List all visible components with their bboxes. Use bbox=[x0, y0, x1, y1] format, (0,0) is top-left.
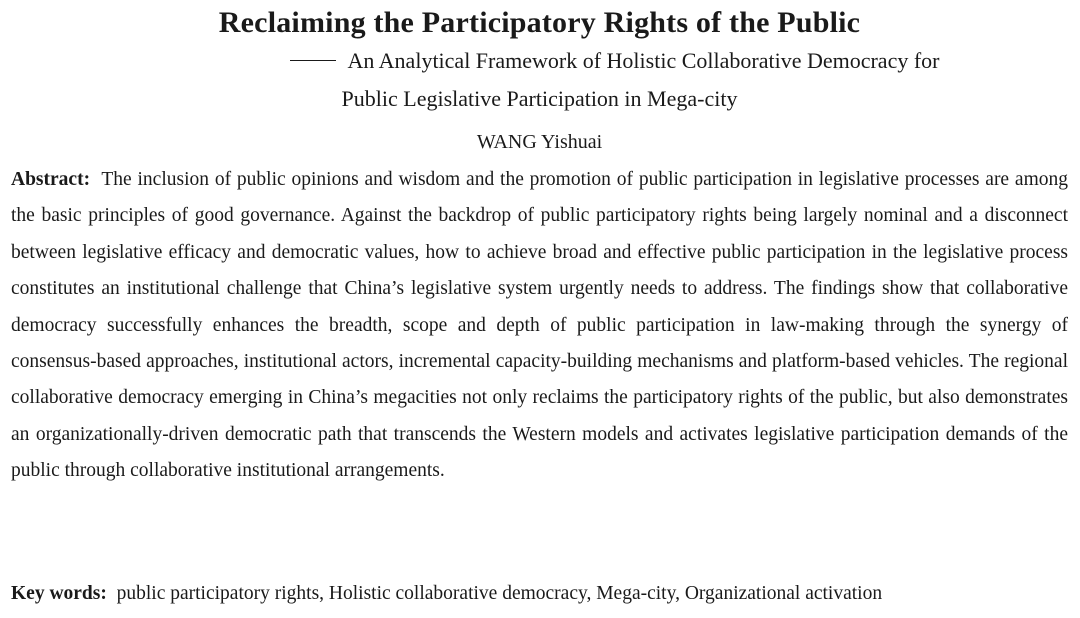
keywords-label: Key words: bbox=[11, 583, 107, 604]
paper-title: Reclaiming the Participatory Rights of the Public bbox=[218, 6, 861, 39]
subtitle-line-2: Public Legislative Participation in Mega-city bbox=[341, 86, 738, 111]
author-name: WANG Yishuai bbox=[476, 131, 603, 153]
keywords bbox=[11, 576, 882, 612]
keywords-text: public participatory rights, Holistic collaborative democracy, Mega-city, Organizational activation bbox=[116, 583, 883, 604]
subtitle-dash bbox=[290, 60, 336, 61]
subtitle-line-1-text: An Analytical Framework of Holistic Collaborative Democracy for bbox=[347, 48, 940, 73]
paper-subtitle bbox=[11, 42, 1068, 118]
abstract-text: The inclusion of public opinions and wisdom and the promotion of public participation in legislative processes are among the basic principles of good governance. Against the backdrop of public participatory rights being largely nominal and a disconnect between legislative efficacy and democratic values, how to achieve broad and effective public participation in the legislative process constitutes an institutional challenge that China’s legislative system urgently needs to address. The findings show that collaborative democracy successfully enhances the breadth, scope and depth of public participation in law-making through the synergy of consensus-based approaches, institutional actors, incremental capacity-building mechanisms and platform-based vehicles. The regional collaborative democracy emerging in China’s megacities not only reclaims the participatory rights of the public, but also demonstrates an organizationally-driven democratic path that transcends the Western models and activates legislative participation demands of the public through collaborative institutional arrangements. bbox=[11, 169, 1068, 482]
subtitle-line-1 bbox=[11, 42, 1068, 80]
abstract-label: Abstract: bbox=[11, 169, 91, 190]
abstract bbox=[11, 162, 1068, 490]
